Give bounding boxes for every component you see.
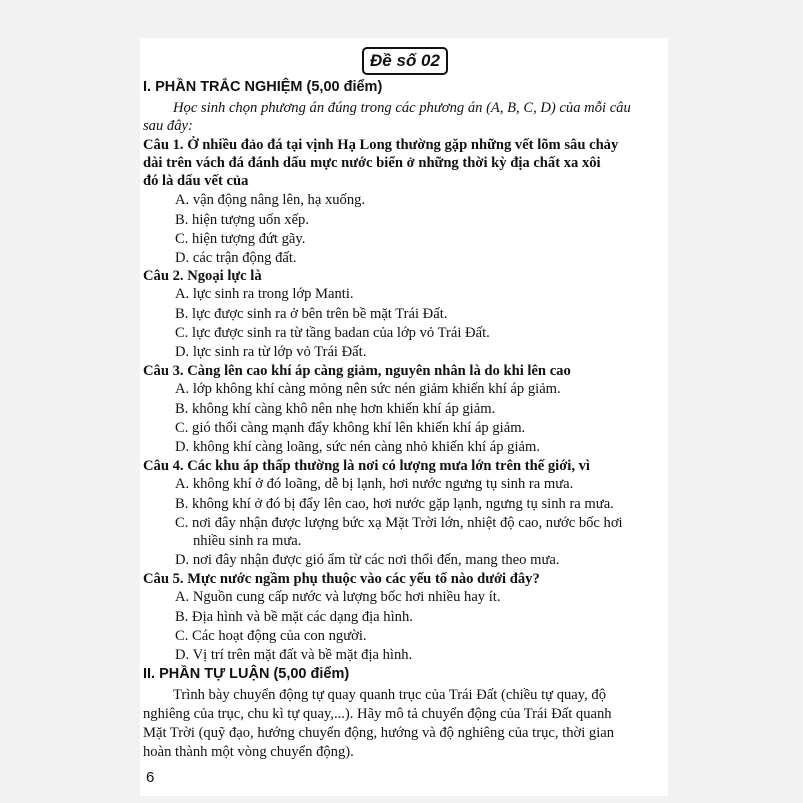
- page-number: 6: [146, 769, 155, 786]
- question-5-option-a: A. Nguồn cung cấp nước và lượng bốc hơi nhiều hay ít.: [175, 589, 501, 605]
- question-1-option-a: A. vận động nâng lên, hạ xuống.: [175, 192, 366, 208]
- section-2-heading: II. PHẦN TỰ LUẬN (5,00 điểm): [143, 666, 350, 682]
- essay-line-1: Trình bày chuyển động tự quay quanh trục của Trái Đất (chiều tự quay, độ: [173, 687, 607, 703]
- question-2-option-c: C. lực được sinh ra từ tầng badan của lớp vỏ Trái Đất.: [175, 325, 490, 341]
- question-2-option-a: A. lực sinh ra trong lớp Manti.: [175, 286, 354, 302]
- question-1-option-c: C. hiện tượng đứt gãy.: [175, 231, 306, 247]
- question-1-line-3: đó là dấu vết của: [143, 173, 249, 189]
- question-4-option-a: A. không khí ở đó loãng, dễ bị lạnh, hơi nước ngưng tụ sinh ra mưa.: [175, 476, 574, 492]
- instructions-line-2: sau đây:: [143, 118, 193, 134]
- question-3-line-1: Câu 3. Càng lên cao khí áp càng giảm, nguyên nhân là do khi lên cao: [143, 363, 571, 379]
- essay-line-4: hoàn thành một vòng chuyển động).: [143, 744, 354, 760]
- question-1-line-2: dài trên vách đá đánh dấu mực nước biển ở những thời kỳ địa chất xa xôi: [143, 155, 601, 171]
- question-2-option-b: B. lực được sinh ra ở bên trên bề mặt Trái Đất.: [175, 306, 448, 322]
- question-1-line-1: Câu 1. Ở nhiều đảo đá tại vịnh Hạ Long thường gặp những vết lõm sâu chảy: [143, 137, 619, 153]
- question-5-option-c: C. Các hoạt động của con người.: [175, 628, 367, 644]
- exam-title: Đề số 02: [362, 47, 448, 75]
- question-3-option-c: C. gió thổi càng mạnh đẩy không khí lên khiến khí áp giảm.: [175, 420, 526, 436]
- question-2-option-d: D. lực sinh ra từ lớp vỏ Trái Đất.: [175, 344, 367, 360]
- question-5-option-d: D. Vị trí trên mặt đất và bề mặt địa hình.: [175, 647, 413, 663]
- question-1-option-d: D. các trận động đất.: [175, 250, 297, 266]
- essay-line-3: Mặt Trời (quỹ đạo, hướng chuyển động, hướng và độ nghiêng của trục, thời gian: [143, 725, 615, 741]
- question-4-option-d: D. nơi đây nhận được gió ẩm từ các nơi thổi đến, mang theo mưa.: [175, 552, 560, 568]
- question-4-option-b: B. không khí ở đó bị đẩy lên cao, hơi nước gặp lạnh, ngưng tụ sinh ra mưa.: [175, 496, 614, 512]
- question-3-option-a: A. lớp không khí càng mỏng nên sức nén giảm khiến khí áp giảm.: [175, 381, 561, 397]
- question-4-line-1: Câu 4. Các khu áp thấp thường là nơi có lượng mưa lớn trên thế giới, vì: [143, 458, 590, 474]
- question-5-option-b: B. Địa hình và bề mặt các dạng địa hình.: [175, 609, 413, 625]
- essay-line-2: nghiêng của trục, chu kì tự quay,...). Hãy mô tả chuyển động của Trái Đất quanh: [143, 706, 612, 722]
- question-4-option-c: C. nơi đây nhận được lượng bức xạ Mặt Trời lớn, nhiệt độ cao, nước bốc hơi: [175, 515, 623, 531]
- instructions-line-1: Học sinh chọn phương án đúng trong các phương án (A, B, C, D) của mỗi câu: [173, 100, 631, 116]
- question-3-option-d: D. không khí càng loãng, sức nén càng nhỏ khiến khí áp giảm.: [175, 439, 540, 455]
- question-5-line-1: Câu 5. Mực nước ngầm phụ thuộc vào các yếu tố nào dưới đây?: [143, 571, 540, 587]
- question-2-line-1: Câu 2. Ngoại lực là: [143, 268, 262, 284]
- question-3-option-b: B. không khí càng khô nên nhẹ hơn khiến khí áp giảm.: [175, 401, 496, 417]
- question-4-option-c-cont: nhiều sinh ra mưa.: [193, 533, 302, 549]
- question-1-option-b: B. hiện tượng uốn xếp.: [175, 212, 309, 228]
- section-1-heading: I. PHẦN TRẮC NGHIỆM (5,00 điểm): [143, 79, 383, 95]
